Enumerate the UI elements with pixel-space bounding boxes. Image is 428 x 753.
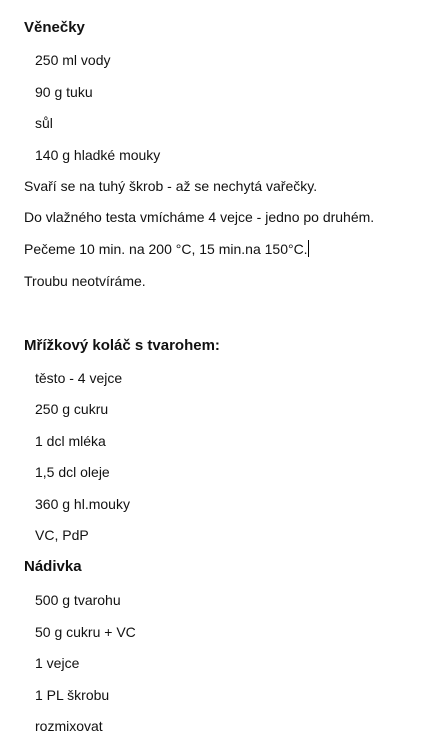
recipe2-title: Mřížkový koláč s tvarohem: [24,337,220,354]
ingredient-line: těsto - 4 vejce [35,370,123,386]
recipe1-title: Věnečky [24,19,85,36]
ingredient-line: sůl [35,115,53,131]
filling-line: 1 vejce [35,655,80,671]
text-cursor [308,240,309,257]
step-line: Do vlažného testa vmícháme 4 vejce - jedno po druhém. [24,209,375,225]
ingredient-line: 1 dcl mléka [35,433,106,449]
ingredient-line: 250 ml vody [35,52,111,68]
filling-title: Nádivka [24,558,82,575]
ingredient-line: 1,5 dcl oleje [35,464,110,480]
step-line: Svaří se na tuhý škrob - až se nechytá vařečky. [24,178,318,194]
ingredient-line: 90 g tuku [35,84,93,100]
filling-line: 1 PL škrobu [35,687,110,703]
step-line-with-cursor [24,240,309,258]
filling-line: 50 g cukru + VC [35,624,136,640]
filling-line: 500 g tvarohu [35,592,121,608]
step-line: Troubu neotvíráme. [24,273,146,289]
filling-line: rozmixovat [35,718,103,734]
ingredient-line: VC, PdP [35,527,89,543]
ingredient-line: 250 g cukru [35,401,109,417]
ingredient-line: 360 g hl.mouky [35,496,130,512]
step-text: Pečeme 10 min. na 200 °C, 15 min.na 150°C. [24,241,308,257]
ingredient-line: 140 g hladké mouky [35,147,161,163]
